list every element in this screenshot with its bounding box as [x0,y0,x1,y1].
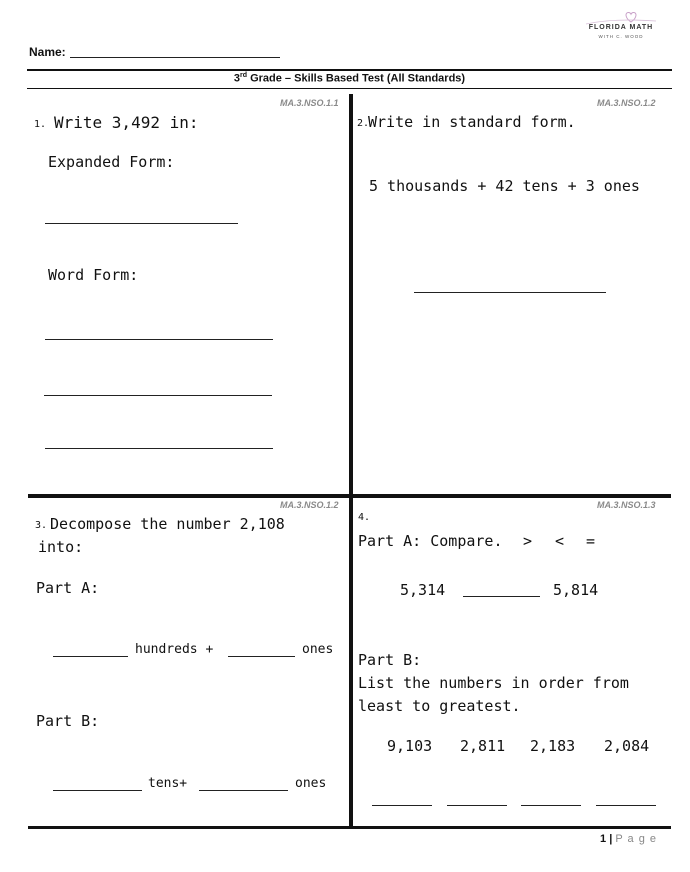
q4-part-b-line1: List the numbers in order from [358,674,629,692]
title-bottom-rule [27,88,672,89]
logo [584,10,658,40]
page-title-sup: rd [240,72,248,79]
q4-compare-answer-line[interactable] [463,596,540,597]
page-separator: | [609,833,613,845]
page-label: P a g e [615,833,657,845]
name-answer-line[interactable] [70,57,280,58]
q4-number-item: 9,103 [387,737,433,755]
q3-prompt-line1: Decompose the number 2,108 [50,515,285,533]
page-title-grade: 3 [233,72,241,85]
q4-compare-left: 5,314 [400,581,446,599]
q4-order-answer-line-3[interactable] [521,805,581,806]
q4-order-answer-line-2[interactable] [447,805,507,806]
q4-order-answer-line-1[interactable] [372,805,432,806]
q4-number-item: 2,811 [460,737,506,755]
q4-compare-right: 5,814 [553,581,599,599]
q2-standard-code: MA.3.NSO.1.2 [597,98,656,108]
q2-answer-line[interactable] [414,292,606,293]
q4-order-answer-line-4[interactable] [596,805,656,806]
q1-expanded-answer-line[interactable] [45,223,238,224]
q1-number: 1. [34,119,47,130]
q1-word-label: Word Form: [48,266,139,284]
q4-part-b-label: Part B: [358,651,422,669]
q4-standard-code: MA.3.NSO.1.3 [597,500,656,510]
grid-bottom-rule [28,826,671,829]
q3-part-a-label: Part A: [36,579,100,597]
q3-tens-label: tens+ [148,776,188,791]
page-number: 1 [600,833,607,845]
q2-prompt: Write in standard form. [368,113,576,131]
q1-word-answer-line-3[interactable] [45,448,273,449]
q1-expanded-label: Expanded Form: [48,153,175,171]
greater-than-symbol: > [523,532,533,550]
q3-standard-code: MA.3.NSO.1.2 [280,500,339,510]
q3-hundreds-label: hundreds + [135,642,214,657]
q3-part-a-ones-label: ones [302,642,334,657]
q1-word-answer-line-2[interactable] [44,395,272,396]
q2-expression: 5 thousands + 42 tens + 3 ones [369,177,640,195]
q3-part-b-ones-label: ones [295,776,327,791]
q3-part-b-ones-answer-line[interactable] [199,790,288,791]
q4-number: 4. [358,512,371,523]
q1-standard-code: MA.3.NSO.1.1 [280,98,339,108]
q4-number-item: 2,084 [604,737,650,755]
page-title-rest: Grade – Skills Based Test (All Standards) [247,72,466,85]
q3-part-b-label: Part B: [36,712,100,730]
q4-number-item: 2,183 [530,737,576,755]
page-title [27,72,672,85]
grid-vertical-divider [349,94,353,828]
q2-number: 2. [357,118,370,129]
q3-part-a-ones-answer-line[interactable] [228,656,295,657]
name-label: Name: [29,45,66,59]
q3-prompt-line2: into: [38,538,84,556]
q3-tens-answer-line[interactable] [53,790,142,791]
logo-title: FLORIDA MATH [588,24,654,31]
q3-hundreds-answer-line[interactable] [53,656,128,657]
q1-prompt: Write 3,492 in: [54,113,199,132]
less-than-symbol: < [555,532,565,550]
q3-number: 3. [35,520,48,531]
page-footer [600,833,657,845]
q4-part-a-prompt: Part A: Compare. [358,532,503,550]
logo-subtitle: WITH C. WOOD [598,34,644,39]
q1-word-answer-line-1[interactable] [45,339,273,340]
equals-symbol: = [586,532,596,550]
title-top-rule [27,69,672,71]
q4-part-b-line2: least to greatest. [358,697,521,715]
grid-horizontal-divider [28,494,671,498]
